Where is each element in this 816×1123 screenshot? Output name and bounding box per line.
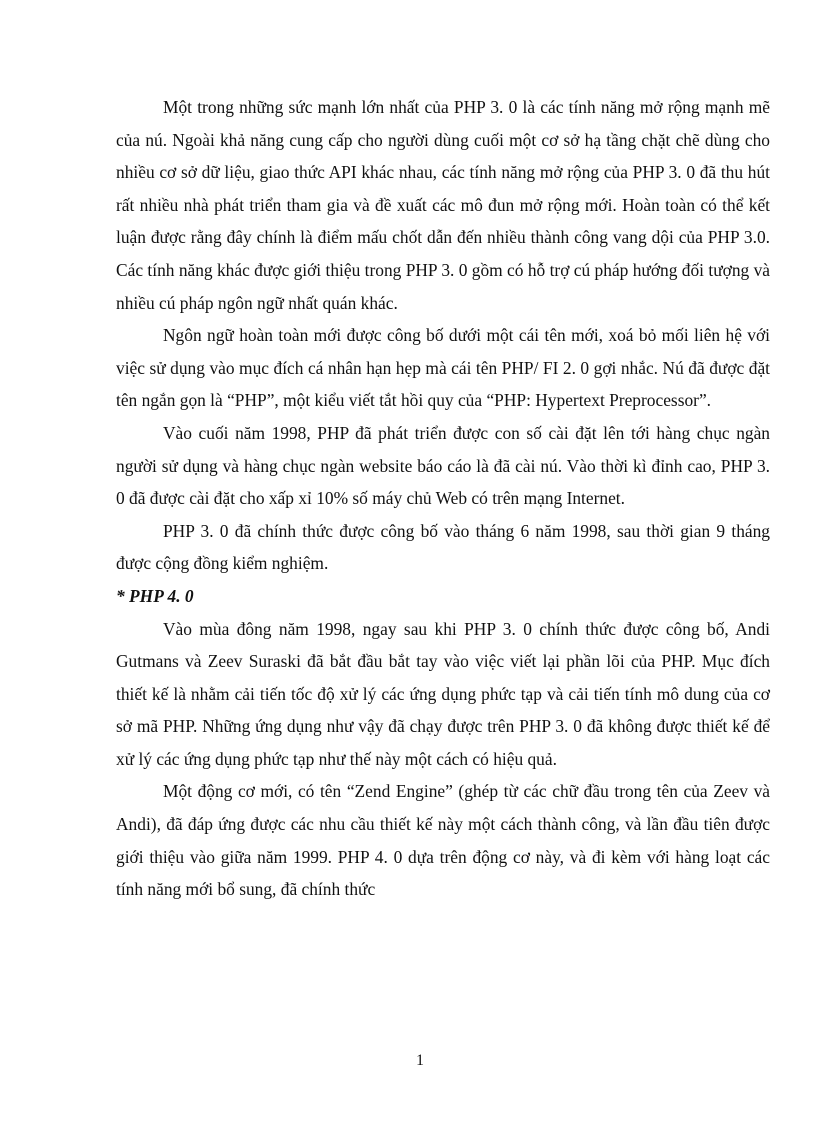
paragraph-zend-engine: Một động cơ mới, có tên “Zend Engine” (ghép từ các chữ đầu trong tên của Zeev và Andi), đã đáp ứng được các nhu cầu thiết kế này một cách thành công, và lần đầu tiên được giới thiệu vào giữa năm 1999. PHP 4. 0 dựa trên động cơ này, và đi kèm với hàng loạt các tính năng mới bổ sung, đã chính thức: [116, 781, 770, 900]
paragraph-php3-release: PHP 3. 0 đã chính thức được công bố vào tháng 6 năm 1998, sau thời gian 9 tháng được cộng đồng kiểm nghiệm.: [116, 520, 770, 574]
document-body: [116, 91, 770, 906]
page-number: 1: [416, 1052, 424, 1069]
paragraph-php-naming: Ngôn ngữ hoàn toàn mới được công bố dưới một cái tên mới, xoá bỏ mối liên hệ với việc sử dụng vào mục đích cá nhân hạn hẹp mà cái tên PHP/ FI 2. 0 gợi nhắc. Nú đã được đặt tên ngắn gọn là “PHP”, một kiểu viết tắt hồi quy của “PHP: Hypertext Preprocessor”.: [116, 325, 770, 411]
paragraph-php4-rewrite: Vào mùa đông năm 1998, ngay sau khi PHP 3. 0 chính thức được công bố, Andi Gutmans và Zeev Suraski đã bắt đầu bắt tay vào việc viết lại phần lõi của PHP. Mục đích thiết kế là nhằm cải tiến tốc độ xử lý các ứng dụng phức tạp và cải tiến tính mô dung của cơ sở mã PHP. Những ứng dụng như vậy đã chạy được trên PHP 3. 0 đã không được thiết kế để xử lý các ứng dụng phức tạp như thế này một cách có hiệu quả.: [116, 618, 770, 769]
section-heading-php4: * PHP 4. 0: [116, 585, 194, 606]
paragraph-php-adoption: Vào cuối năm 1998, PHP đã phát triển được con số cài đặt lên tới hàng chục ngàn người sử dụng và hàng chục ngàn website báo cáo là đã cài nú. Vào thời kì đỉnh cao, PHP 3. 0 đã được cài đặt cho xấp xỉ 10% số máy chủ Web có trên mạng Internet.: [116, 422, 770, 509]
paragraph-php3-extensions: Một trong những sức mạnh lớn nhất của PHP 3. 0 là các tính năng mở rộng mạnh mẽ của nú. Ngoài khả năng cung cấp cho người dùng cuối một cơ sở hạ tầng chặt chẽ dùng cho nhiều cơ sở dữ liệu, giao thức API khác nhau, các tính năng mở rộng của PHP 3. 0 đã thu hút rất nhiều nhà phát triển tham gia và đề xuất các mô đun mở rộng mới. Hoàn toàn có thể kết luận được rằng đây chính là điểm mấu chốt dẫn đến nhiều thành công vang dội của PHP 3.0. Các tính năng khác được giới thiệu trong PHP 3. 0 gồm có hỗ trợ cú pháp hướng đối tượng và nhiều cú pháp ngôn ngữ nhất quán khác.: [116, 97, 770, 313]
